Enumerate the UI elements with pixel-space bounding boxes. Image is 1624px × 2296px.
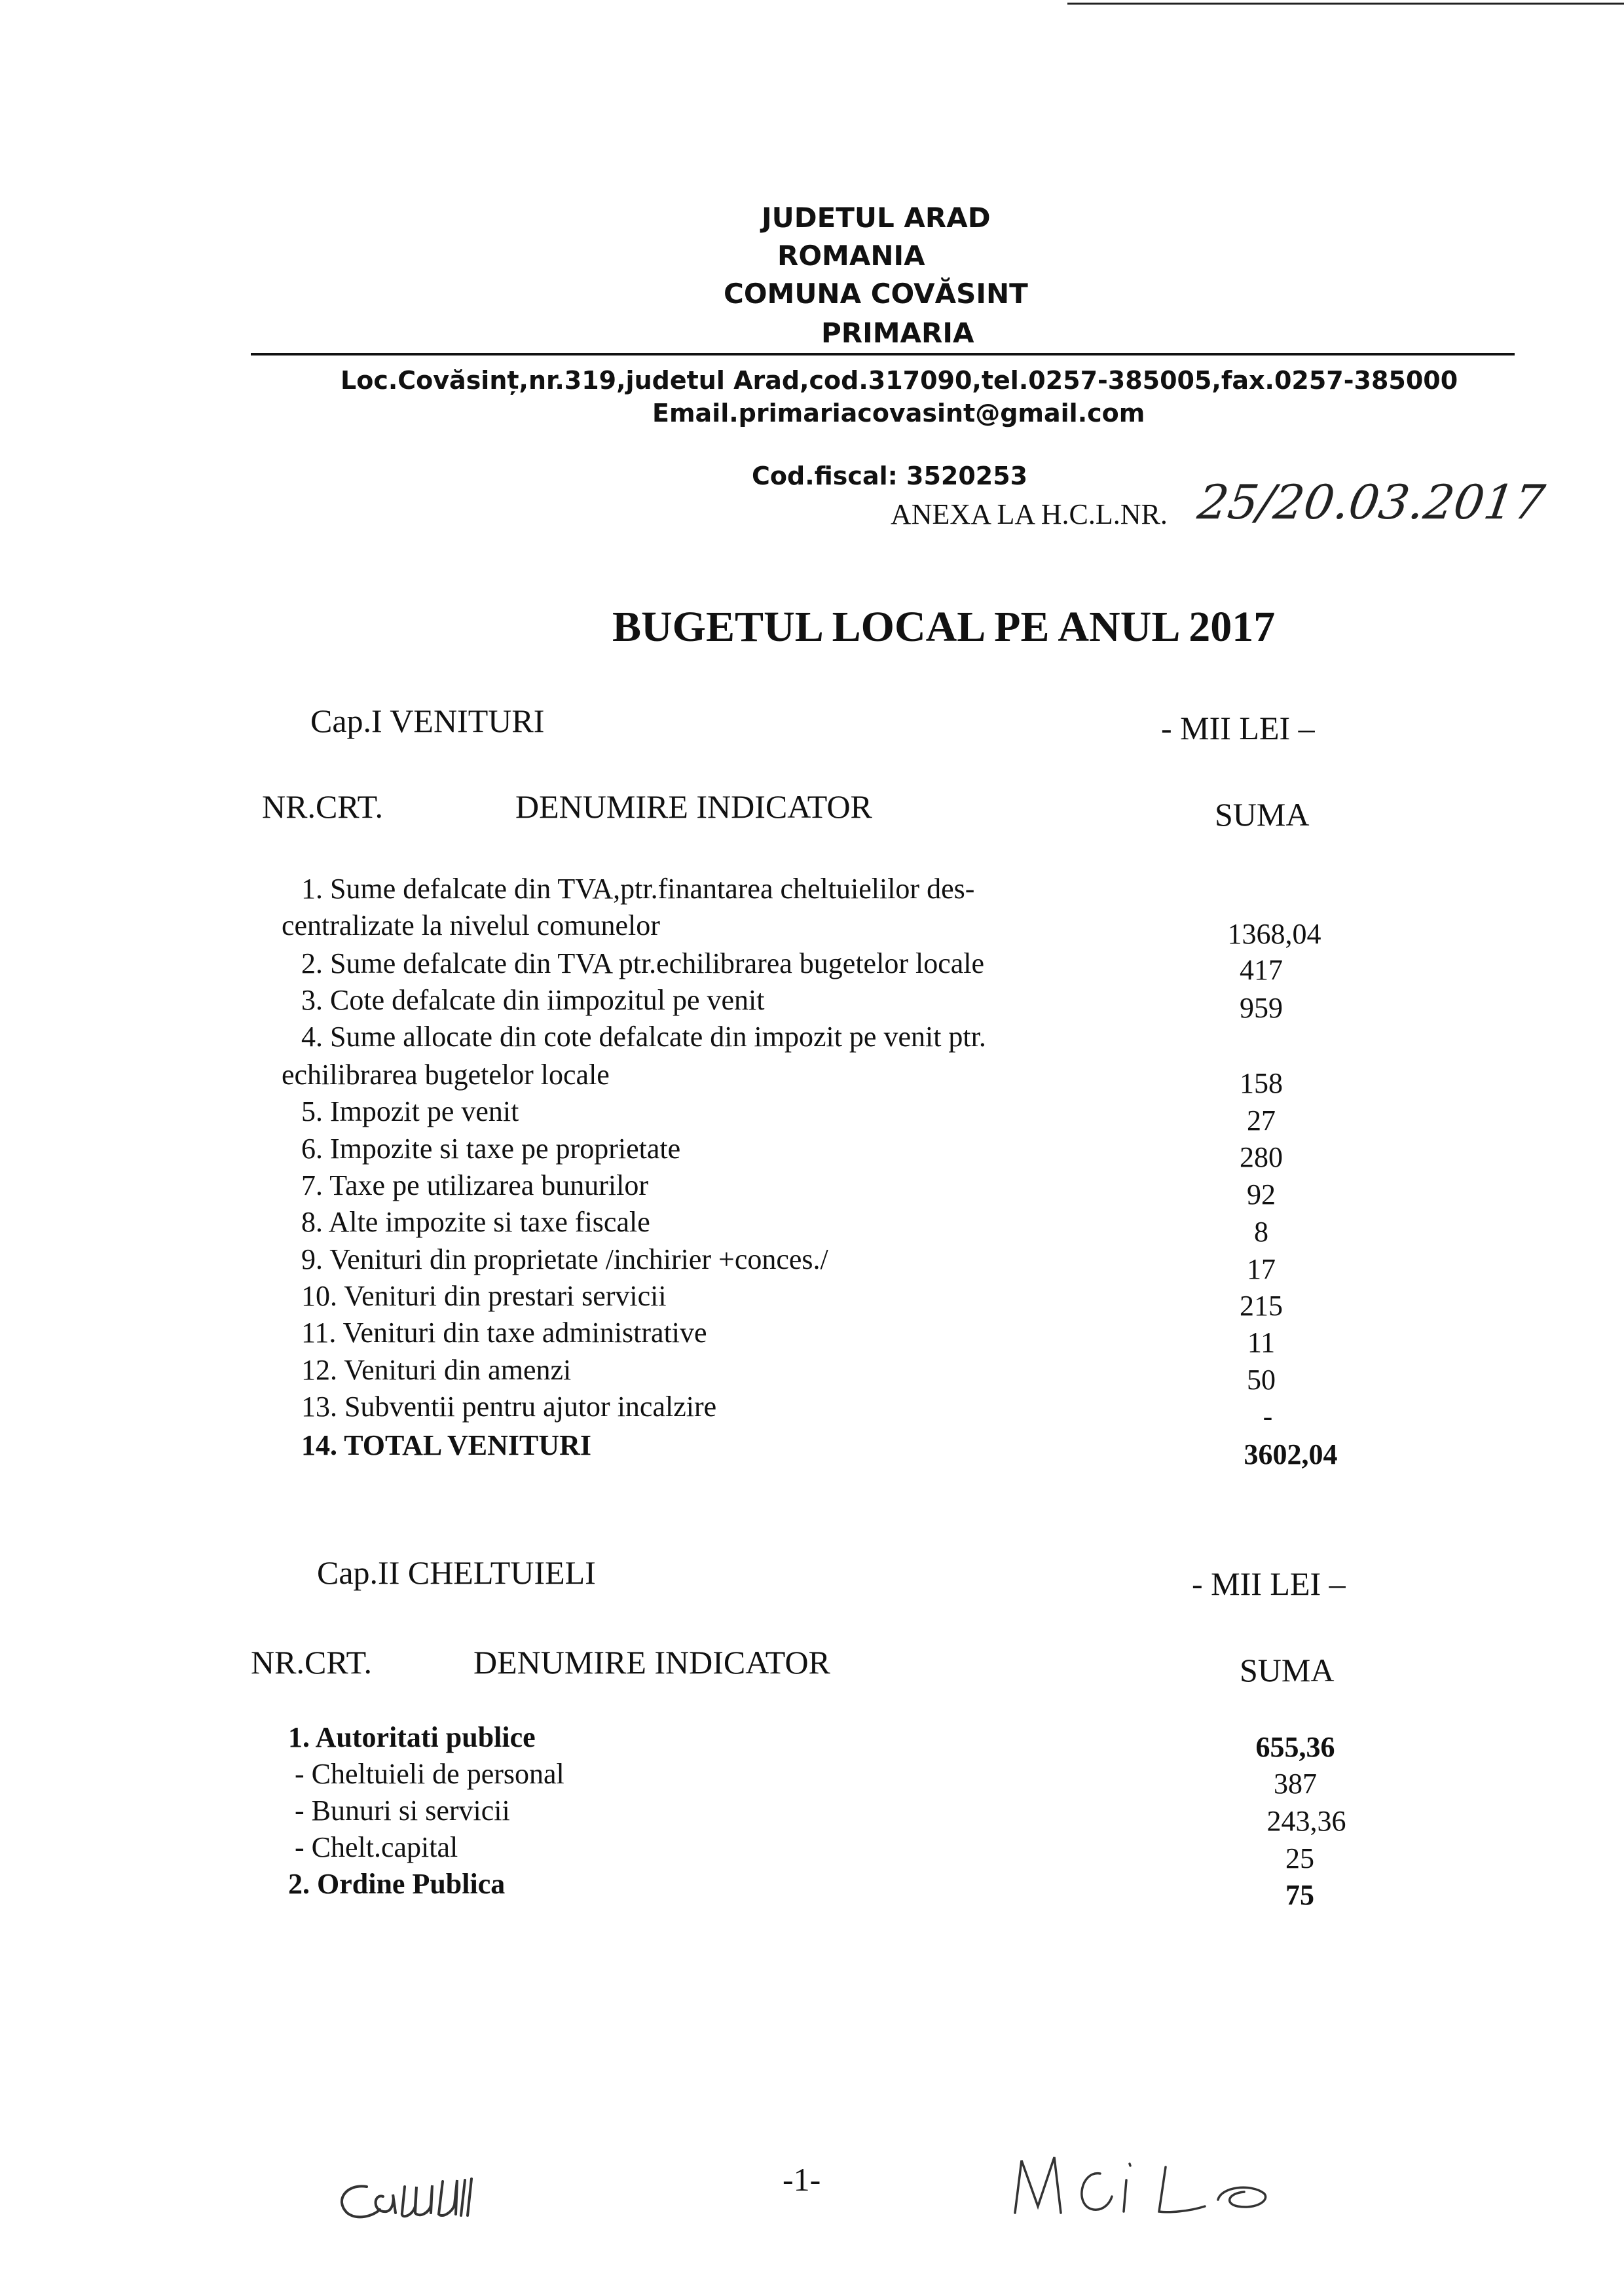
income-row-2: 2. Sume defalcate din TVA ptr.echilibrarea bugetelor locale [301,947,985,979]
expenses-col-sum: SUMA [1240,1652,1335,1688]
expenses-unit: - MII LEI – [1192,1565,1346,1602]
expenses-row-5-value: 75 [1285,1879,1314,1911]
expenses-row-5: 2. Ordine Publica [288,1868,506,1900]
page-title: BUGETUL LOCAL PE ANUL 2017 [612,603,1276,651]
income-chapter: Cap.I VENITURI [310,702,545,739]
income-row-1-value: 1368,04 [1227,918,1321,950]
commune-line: COMUNA COVĂSINT [724,278,1028,310]
income-row-7: 7. Taxe pe utilizarea bunurilor [301,1169,649,1201]
income-row-8-value: 8 [1254,1216,1268,1248]
signature-left [327,2147,550,2232]
income-unit: - MII LEI – [1161,710,1315,746]
expenses-row-2: - Cheltuieli de personal [295,1758,564,1790]
fiscal-code: Cod.fiscal: 3520253 [752,462,1028,490]
expenses-col-name: DENUMIRE INDICATOR [473,1644,830,1681]
expenses-row-3-value: 243,36 [1266,1805,1346,1837]
top-edge-line [1067,3,1624,5]
income-row-8: 8. Alte impozite si taxe fiscale [301,1206,650,1238]
income-row-4-line2: echilibrarea bugetelor locale [282,1059,610,1091]
expenses-row-2-value: 387 [1274,1768,1317,1800]
address-line: Loc.Covăsinț,nr.319,judetul Arad,cod.317090,tel.0257-385005,fax.0257-385000 [341,366,1458,395]
income-row-1-line1: 1. Sume defalcate din TVA,ptr.finantarea cheltuielilor des- [301,873,975,905]
income-col-name: DENUMIRE INDICATOR [515,788,872,825]
country-line: ROMANIA [777,240,925,272]
income-row-7-value: 92 [1247,1178,1276,1211]
expenses-row-4-value: 25 [1285,1842,1314,1874]
page-number: -1- [783,2161,821,2198]
income-row-5-value: 27 [1247,1104,1276,1137]
office-line: PRIMARIA [821,317,974,349]
income-row-6: 6. Impozite si taxe pe proprietate [301,1133,681,1165]
income-row-2-value: 417 [1240,954,1283,986]
income-row-11-value: 11 [1247,1326,1276,1358]
email-line: Email.primariacovasint@gmail.com [652,399,1145,428]
annex-label: ANEXA LA H.C.L.NR. [891,498,1168,530]
income-col-sum: SUMA [1215,796,1310,833]
signature-right [1002,2134,1329,2232]
income-row-12-value: 50 [1247,1364,1276,1396]
income-row-9-value: 17 [1247,1253,1276,1285]
header-rule [251,353,1515,355]
income-row-3: 3. Cote defalcate din iimpozitul pe venit [301,984,765,1016]
income-row-3-value: 959 [1240,992,1283,1024]
income-row-13: 13. Subventii pentru ajutor incalzire [301,1391,717,1423]
annex-handwritten-number: 25/20.03.2017 [1194,475,1549,530]
income-row-12: 12. Venituri din amenzi [301,1354,572,1386]
income-total-label: 14. TOTAL VENITURI [301,1429,592,1461]
expenses-chapter: Cap.II CHELTUIELI [317,1554,596,1591]
income-row-9: 9. Venituri din proprietate /inchirier +conces./ [301,1243,828,1275]
income-row-13-value: - [1263,1400,1273,1432]
income-row-10: 10. Venituri din prestari servicii [301,1280,667,1312]
income-row-6-value: 280 [1240,1141,1283,1173]
income-row-4-value: 158 [1240,1067,1283,1099]
expenses-row-1-value: 655,36 [1255,1731,1335,1763]
income-row-5: 5. Impozit pe venit [301,1095,519,1127]
income-col-nr: NR.CRT. [262,788,383,825]
income-total-value: 3602,04 [1244,1438,1338,1470]
expenses-row-1: 1. Autoritati publice [288,1721,536,1753]
income-row-1-line2: centralizate la nivelul comunelor [282,909,660,941]
income-row-11: 11. Venituri din taxe administrative [301,1317,707,1349]
expenses-row-3: - Bunuri si servicii [295,1795,510,1827]
income-row-10-value: 215 [1240,1290,1283,1322]
county-line: JUDETUL ARAD [762,202,991,234]
expenses-row-4: - Chelt.capital [295,1831,458,1863]
expenses-col-nr: NR.CRT. [251,1644,372,1681]
income-row-4-line1: 4. Sume allocate din cote defalcate din impozit pe venit ptr. [301,1021,986,1053]
